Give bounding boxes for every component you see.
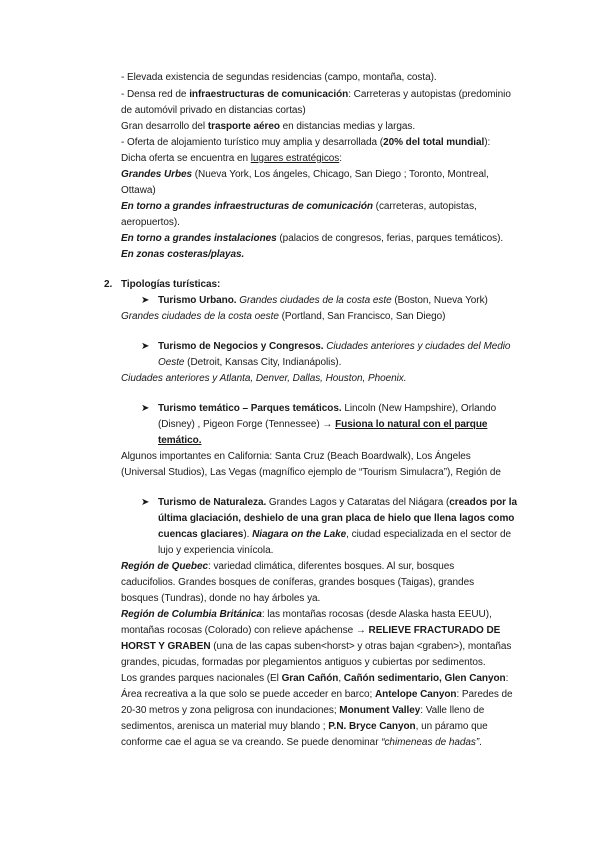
text-line: Grandes Urbes (Nueva York, Los ángeles, Chicago, San Diego ; Toronto, Montreal, bbox=[121, 169, 489, 180]
text-line: cuencas glaciares). Niagara on the Lake, ciudad especializada en el sector de bbox=[158, 529, 512, 540]
text-line: (Universal Studios), Las Vegas (magnífico ejemplo de “Tourism Simulacra”), Región de bbox=[121, 467, 501, 478]
list-item: Turismo de Naturaleza. Grandes Lagos y Cataratas del Niágara (creados por la bbox=[158, 497, 517, 508]
list-item: Turismo Urbano. Grandes ciudades de la costa este (Boston, Nueva York) bbox=[158, 295, 488, 306]
text-line: temático. bbox=[158, 435, 202, 446]
text-line: Región de Quebec: variedad climática, diferentes bosques. Al sur, bosques bbox=[121, 561, 455, 572]
text-line: En torno a grandes instalaciones (palacios de congresos, ferias, parques temáticos). bbox=[121, 233, 504, 244]
section-number: 2. bbox=[104, 279, 113, 290]
text-line: última glaciación, deshielo de una gran placa de hielo que llena lagos como bbox=[158, 513, 515, 524]
arrow-bullet-icon: ➤ bbox=[141, 497, 150, 508]
list-item: Turismo temático – Parques temáticos. Lincoln (New Hampshire), Orlando bbox=[158, 403, 497, 414]
text-line: conforme cae el agua se va creando. Se puede denominar “chimeneas de hadas”. bbox=[121, 737, 482, 748]
text-line: - Elevada existencia de segundas residencias (campo, montaña, costa). bbox=[121, 72, 437, 83]
text-line: bosques (Tundras), donde no hay árboles ya. bbox=[121, 593, 321, 604]
arrow-bullet-icon: ➤ bbox=[141, 403, 150, 414]
text-line: Los grandes parques nacionales (El Gran Cañón, Cañón sedimentario, Glen Canyon: bbox=[121, 673, 509, 684]
text-line: caducifolios. Grandes bosques de coníferas, grandes bosques (Taigas), grandes bbox=[121, 577, 475, 588]
text-line: HORST Y GRABEN (una de las capas suben<horst> y otras bajan <graben>), montañas bbox=[121, 641, 512, 652]
arrow-bullet-icon: ➤ bbox=[141, 341, 150, 352]
text-line: Ottawa) bbox=[121, 185, 156, 196]
text-line: Algunos importantes en California: Santa Cruz (Beach Boardwalk), Los Ángeles bbox=[121, 451, 471, 462]
text-line: Ciudades anteriores y Atlanta, Denver, Dallas, Houston, Phoenix. bbox=[121, 373, 407, 384]
section-title: Tipologías turísticas: bbox=[121, 279, 221, 290]
text-line: de automóvil privado en distancias cortas) bbox=[121, 105, 306, 116]
text-line: montañas rocosas (Colorado) con relieve apáchense → RELIEVE FRACTURADO DE bbox=[121, 625, 501, 636]
text-line: En torno a grandes infraestructuras de comunicación (carreteras, autopistas, bbox=[121, 201, 477, 212]
text-line: En zonas costeras/playas. bbox=[121, 249, 245, 260]
text-line: lujo y experiencia vinícola. bbox=[158, 545, 274, 556]
text-line: Región de Columbia Británica: las montañas rocosas (desde Alaska hasta EEUU), bbox=[121, 609, 492, 620]
arrow-bullet-icon: ➤ bbox=[141, 295, 150, 306]
text-line: - Densa red de infraestructuras de comunicación: Carreteras y autopistas (predominio bbox=[121, 89, 511, 100]
text-line: - Oferta de alojamiento turístico muy amplia y desarrollada (20% del total mundial): bbox=[121, 137, 491, 148]
text-line: Oeste (Detroit, Kansas City, Indianápolis). bbox=[158, 357, 342, 368]
text-line: Dicha oferta se encuentra en lugares estratégicos: bbox=[121, 153, 342, 164]
text-line: (Disney) , Pigeon Forge (Tennessee) → Fusiona lo natural con el parque bbox=[158, 419, 488, 430]
text-line: Gran desarrollo del trasporte aéreo en distancias medias y largas. bbox=[121, 121, 416, 132]
text-line: grandes, picudas, formadas por plegamientos antiguos y cubiertas por sedimentos. bbox=[121, 657, 486, 668]
list-item: Turismo de Negocios y Congresos. Ciudades anteriores y ciudades del Medio bbox=[158, 341, 511, 352]
text-line: 20-30 metros y zona peligrosa con inundaciones; Monument Valley: Valle lleno de bbox=[121, 705, 485, 716]
text-line: sedimentos, arenisca un material muy blando ; P.N. Bryce Canyon, un páramo que bbox=[121, 721, 488, 732]
text-line: Grandes ciudades de la costa oeste (Portland, San Francisco, San Diego) bbox=[121, 311, 446, 322]
text-line: Área recreativa a la que solo se puede acceder en barco; Antelope Canyon: Paredes de bbox=[121, 689, 513, 700]
text-line: aeropuertos). bbox=[121, 217, 180, 228]
